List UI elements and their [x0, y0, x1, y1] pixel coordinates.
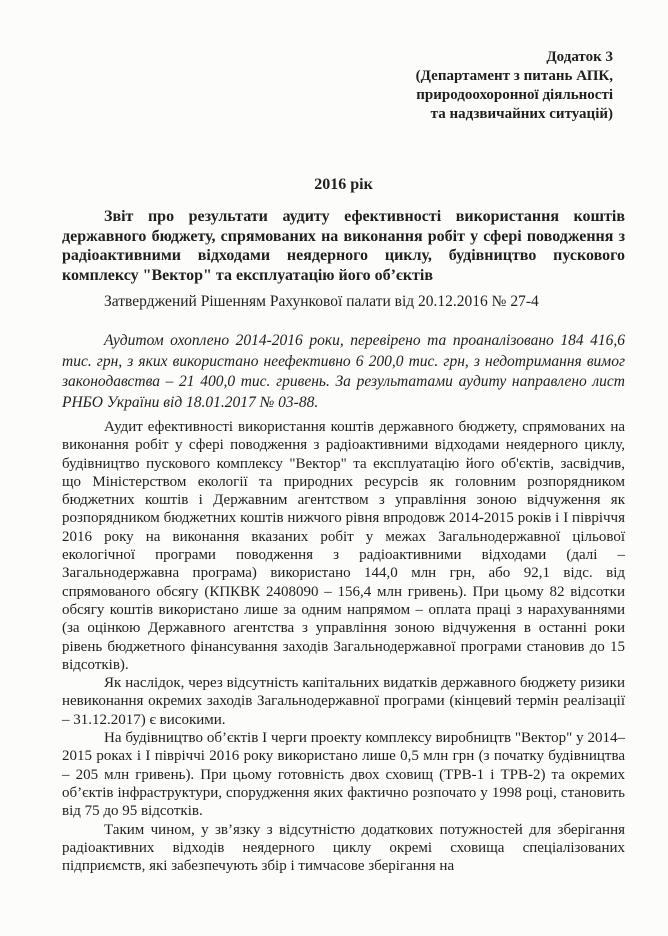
appendix-department-line-3: та надзвичайних ситуацій): [430, 106, 613, 122]
year-heading: 2016 рік: [314, 176, 373, 193]
audit-summary-paragraph: Аудитом охоплено 2014-2016 роки, перевірено та проаналізовано 184 416,6 тис. грн, з яких використано неефективно 6 200,0 тис. грн, з недотримання вимог законодавства – 21 400,0 тис. гривень. За результатами аудиту направлено лист РНБО України від 18.01.2017 № 03-88.: [62, 332, 625, 411]
body-paragraph-1: Аудит ефективності використання коштів державного бюджету, спрямованих на виконання робіт у сфері поводження з радіоактивними відходами неядерного циклу, будівництво пускового комплексу "Вектор" та експлуатацію його об'єктів, засвідчив, що Міністерством екології та природних ресурсів як головним розпорядником бюджетних коштів і Державним агентством з управління зоною відчуження як розпорядником бюджетних коштів нижчого рівня впродовж 2014-2015 років і І півріччя 2016 року на виконання вказаних робіт у межах Загальнодержавної цільової екологічної програми поводження з радіоактивними відходами (далі – Загальнодержавна програма) використано 144,0 млн грн, або 92,1 відс. від спрямованого обсягу (КПКВК 2408090 – 156,4 млн гривень). При цьому 82 відсотки обсягу коштів використано лише за одним напрямом – оплата праці з нарахуваннями (за оцінкою Державного агентства з управління зоною відчуження в останні роки рівень бюджетного фінансування заходів Загальнодержавної програми становив до 15 відсотків).: [62, 419, 625, 673]
report-body: [62, 418, 625, 875]
approval-line: Затверджений Рішенням Рахункової палати від 20.12.2016 № 27-4: [104, 293, 539, 310]
report-title: Звіт про результати аудиту ефективності використання коштів державного бюджету, спрямованих на виконання робіт у сфері поводження з радіоактивними відходами неядерного циклу, будівництво пускового комплексу "Вектор" та експлуатацію його об’єктів: [62, 208, 625, 284]
body-paragraph-4: Таким чином, у зв’язку з відсутністю додаткових потужностей для зберігання радіоактивних відходів неядерного циклу окремі сховища спеціалізованих підприємств, які забезпечують збір і тимчасове зберігання на: [62, 821, 625, 875]
appendix-department-line-1: (Департамент з питань АПК,: [415, 68, 613, 84]
page-content: [62, 0, 625, 875]
body-paragraph-3: На будівництво об’єктів І черги проекту комплексу виробництв "Вектор" у 2014–2015 роках і І півріччі 2016 року використано лише 0,5 млн грн (з початку будівництва – 205 млн гривень). При цьому готовність двох сховищ (ТРВ-1 і ТРВ-2) та окремих об’єктів інфраструктури, спорудження яких фактично розпочато у 1998 році, становить від 75 до 95 відсотків.: [62, 730, 625, 820]
appendix-department-line-2: природоохоронної діяльності: [416, 87, 613, 103]
appendix-number: Додаток 3: [546, 49, 613, 65]
body-paragraph-2: Як наслідок, через відсутність капітальних видатків державного бюджету ризики невиконання окремих заходів Загальнодержавної програми (кінцевий термін реалізації – 31.12.2017) є високими.: [62, 675, 625, 728]
appendix-header: [62, 48, 613, 124]
